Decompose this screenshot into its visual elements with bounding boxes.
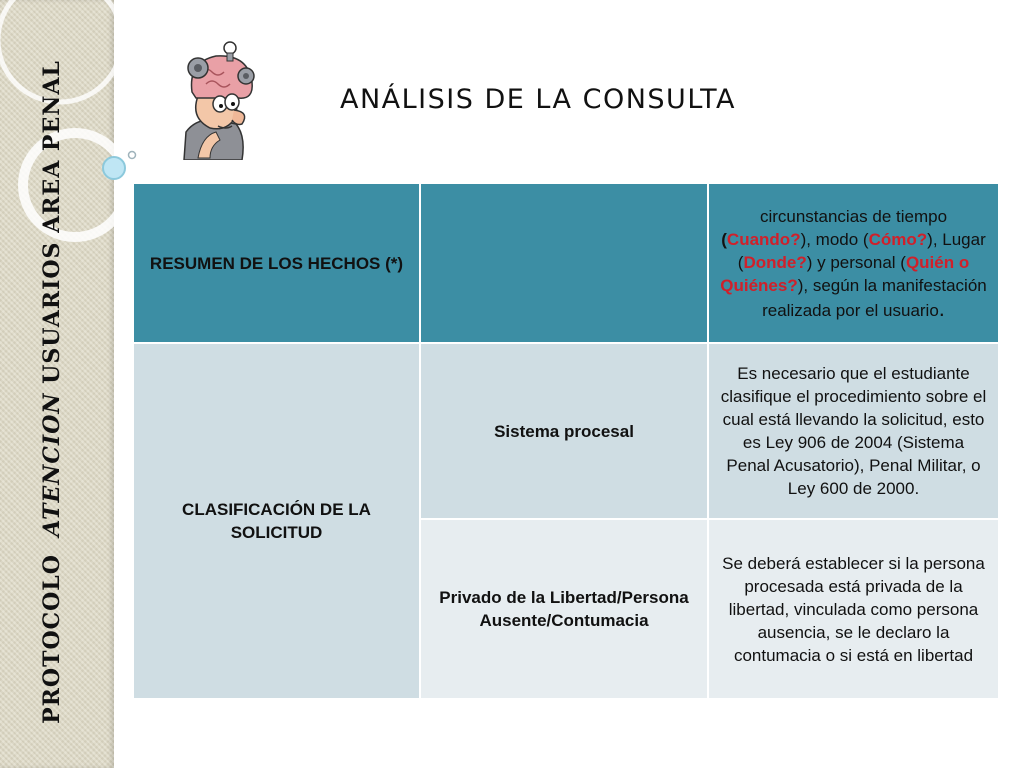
resumen-description: circunstancias de tiempo (Cuando?), modo (Cómo?), Lugar (Donde?) y personal (Quién o Quiénes?), según la manifestación realizada por el usuario. — [708, 183, 999, 343]
thinking-man-icon — [176, 40, 268, 160]
sistema-procesal-cell: Sistema procesal — [420, 343, 708, 519]
sidebar-vertical-title: PROTOCOLO ATENCION USUARIOS AREA PENAL — [39, 60, 65, 724]
page-title: ANÁLISIS DE LA CONSULTA — [340, 84, 737, 115]
analysis-table — [132, 182, 1000, 700]
table-row — [133, 183, 999, 343]
table-row — [133, 343, 999, 519]
privado-libertad-description: Se deberá establecer si la persona procesada está privada de la libertad, vinculada como persona ausencia, se le declaro la contumacia o si está en libertad — [708, 519, 999, 699]
row-label-resumen: RESUMEN DE LOS HECHOS (*) — [133, 183, 420, 343]
row-label-clasificacion: CLASIFICACIÓN DE LA SOLICITUD — [133, 343, 420, 699]
sistema-procesal-description: Es necesario que el estudiante clasifique el procedimiento sobre el cual está llevando la solicitud, esto es Ley 906 de 2004 (Sistema Penal Acusatorio), Penal Militar, o Ley 600 de 2000. — [708, 343, 999, 519]
privado-libertad-cell: Privado de la Libertad/Persona Ausente/Contumacia — [420, 519, 708, 699]
empty-cell — [420, 183, 708, 343]
